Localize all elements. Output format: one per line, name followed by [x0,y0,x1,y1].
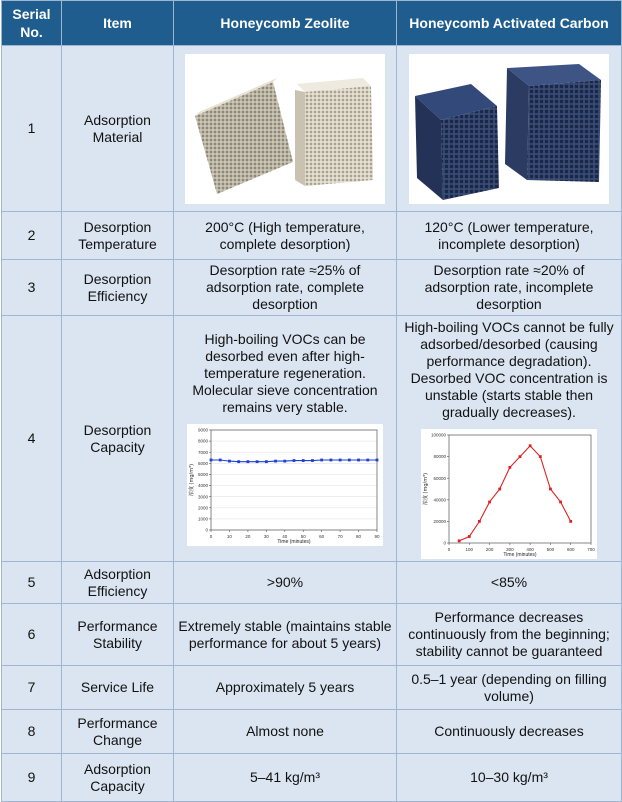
header-row [2,1,622,46]
carbon-photo-cell [397,46,622,212]
carbon-honeycomb-photo [409,54,609,204]
chart1-x-tick-label: 300 [506,546,514,552]
chart1-data-point [468,535,471,538]
chart1-data-point [529,444,532,447]
carbon-capacity-cell [397,316,622,562]
carbon-value: 0.5–1 year (depending on filling volume) [397,666,622,710]
chart1-x-tick-label: 700 [587,546,595,552]
chart0-y-tick-label: 8000 [197,438,208,444]
chart0-plot-frame [211,430,377,530]
chart0-x-tick-label: 10 [226,534,232,539]
row-number: 8 [2,710,62,754]
chart1-x-axis-label: Time (minutes) [503,551,537,558]
zeolite-photo-cell [174,46,397,212]
chart0-data-point [274,460,277,463]
chart0-data-point [366,459,369,462]
chart0-data-point [311,459,314,462]
chart1-y-axis-label: 浓度 (mg/m³) [423,472,429,505]
chart1-data-point [549,487,552,490]
row-item: Performance Change [62,710,174,754]
row-number: 1 [2,46,62,212]
chart0-data-point [265,460,268,463]
zeolite-capacity-cell [174,316,397,562]
carbon-value: High-boiling VOCs cannot be fully adsorbed/desorbed (causing performance degradation). Desorbed VOC concentration is unstable (starts stable then gradually decreases). [404,318,614,420]
row-number: 7 [2,666,62,710]
chart1-x-tick-label: 100 [465,546,474,552]
zeolite-value: High-boiling VOCs can be desorbed even after high-temperature regeneration. Molecular sieve concentration remains very stable. [192,331,378,415]
chart0-data-point [219,459,222,462]
chart1-y-tick-label: 80000 [433,453,446,459]
chart1-data-point [498,487,501,490]
chart1-y-tick-label: 20000 [433,518,446,524]
chart1-x-tick-label: 600 [566,546,575,552]
chart1-x-tick-label: 200 [485,546,494,552]
table-row [2,604,622,666]
chart0-y-tick-label: 3000 [197,494,208,500]
chart0-x-tick-label: 80 [356,534,362,539]
chart0-x-tick-label: 40 [282,534,288,539]
row-item: Performance Stability [62,604,174,666]
chart0-data-point [210,459,213,462]
header-serial: Serial No. [2,1,62,46]
chart0-y-tick-label: 6000 [197,460,208,466]
chart0-x-tick-label: 90 [374,534,380,539]
table-row [2,212,622,260]
row-number: 5 [2,562,62,604]
zeolite-value: 200°C (High temperature, complete desorption) [174,212,397,260]
zeolite-value: Desorption rate ≈25% of adsorption rate, complete desorption [174,260,397,316]
zeolite-value: Almost none [174,710,397,754]
chart0-data-point [348,459,351,462]
carbon-concentration-chart [421,429,597,559]
chart1-data-point [539,455,542,458]
chart0-data-point [357,459,360,462]
chart0-data-point [302,459,305,462]
carbon-value: 120°C (Lower temperature, incomplete desorption) [397,212,622,260]
row-item: Adsorption Capacity [62,754,174,802]
row-number: 3 [2,260,62,316]
chart0-data-point [339,459,342,462]
row-number: 9 [2,754,62,802]
chart1-y-tick-label: 100000 [430,432,446,438]
row-item: Desorption Efficiency [62,260,174,316]
table-row [2,316,622,562]
chart0-y-tick-label: 4000 [197,483,208,489]
chart1-x-tick-label: 0 [447,546,451,552]
chart0-x-tick-label: 0 [209,534,213,539]
chart0-x-tick-label: 70 [337,534,343,539]
chart1-x-tick-label: 400 [526,546,534,552]
row-item: Adsorption Efficiency [62,562,174,604]
chart0-x-axis-label: Time (minutes) [277,539,311,545]
row-item: Adsorption Material [62,46,174,212]
chart0-y-tick-label: 9000 [197,427,208,433]
table-row [2,754,622,802]
carbon-value: Performance decreases continuously from the beginning; stability cannot be guaranteed [397,604,622,666]
zeolite-value: 5–41 kg/m³ [174,754,397,802]
zeolite-value: Approximately 5 years [174,666,397,710]
chart0-data-point [237,460,240,463]
chart0-data-point [329,459,332,462]
chart0-data-point [376,459,379,462]
chart1-series-line [459,445,571,540]
table-row [2,710,622,754]
carbon-value: 10–30 kg/m³ [397,754,622,802]
row-item: Desorption Capacity [62,316,174,562]
chart0-y-tick-label: 1000 [197,516,208,522]
chart1-y-tick-label: 0 [443,540,446,546]
chart0-y-tick-label: 0 [205,527,208,533]
carbon-value: <85% [397,562,622,604]
row-number: 2 [2,212,62,260]
chart0-y-axis-label: 浓度 (mg/m³) [189,463,195,497]
chart1-plot-frame [449,435,591,543]
table-row [2,260,622,316]
zeolite-honeycomb-photo [185,54,385,204]
chart1-data-point [478,520,481,523]
chart1-data-point [519,455,522,458]
chart0-y-tick-label: 5000 [197,472,208,478]
carbon-value: Desorption rate ≈20% of adsorption rate, incomplete desorption [397,260,622,316]
header-item: Item [62,1,174,46]
row-number: 6 [2,604,62,666]
zeolite-value: >90% [174,562,397,604]
chart1-data-point [569,520,572,523]
chart0-data-point [228,460,231,463]
chart0-data-point [256,460,259,463]
chart1-x-tick-label: 500 [546,546,555,552]
chart1-data-point [458,539,461,542]
chart0-y-tick-label: 2000 [197,505,208,511]
row-item: Desorption Temperature [62,212,174,260]
zeolite-value: Extremely stable (maintains stable performance for about 5 years) [174,604,397,666]
row-item: Service Life [62,666,174,710]
chart0-data-point [246,460,249,463]
chart1-data-point [508,466,511,469]
table-row [2,562,622,604]
chart0-data-point [320,459,323,462]
chart0-x-tick-label: 60 [319,534,325,539]
chart1-data-point [488,500,491,503]
chart1-data-point [559,500,562,503]
zeolite-concentration-chart [187,424,383,546]
chart0-data-point [293,459,296,462]
comparison-table [1,0,622,802]
table-row [2,666,622,710]
row-number: 4 [2,316,62,562]
carbon-value: Continuously decreases [397,710,622,754]
chart0-x-tick-label: 20 [245,534,251,539]
chart1-y-tick-label: 40000 [433,496,446,502]
table-row [2,46,622,212]
chart0-data-point [283,460,286,463]
chart0-x-tick-label: 30 [263,534,269,539]
header-zeolite: Honeycomb Zeolite [174,1,397,46]
header-carbon: Honeycomb Activated Carbon [397,1,622,46]
chart0-x-tick-label: 50 [300,534,306,539]
chart0-y-tick-label: 7000 [197,449,208,455]
chart1-y-tick-label: 60000 [433,475,446,481]
